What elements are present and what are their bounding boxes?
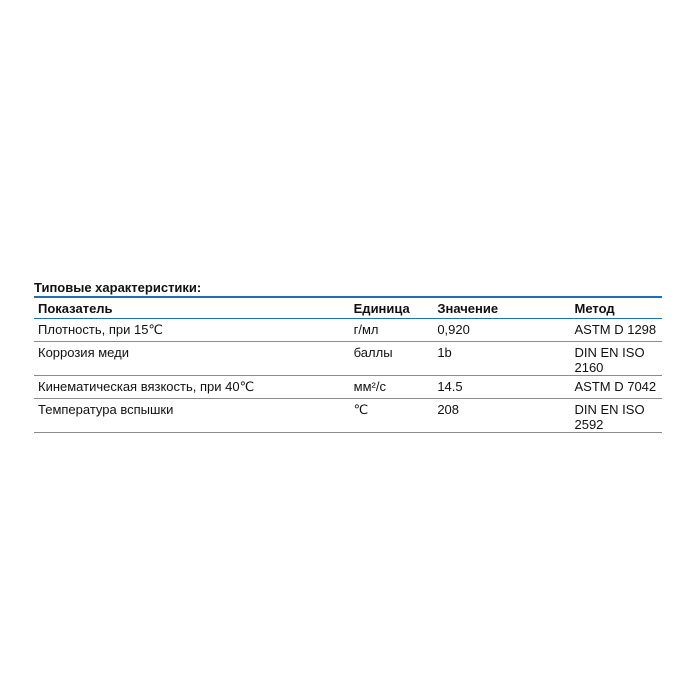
cell-parameter: Коррозия меди (38, 345, 129, 360)
cell-method: ASTM D 7042 (574, 379, 657, 394)
cell-value: 0,920 (437, 322, 470, 337)
cell-value: 208 (437, 402, 460, 417)
cell-unit: мм²/с (353, 379, 386, 394)
cell-unit: баллы (353, 345, 393, 360)
header-unit: Единица (353, 300, 410, 316)
header-value: Значение (437, 300, 499, 316)
cell-method: DIN EN ISO 2592 (574, 402, 645, 432)
header-parameter: Показатель (38, 300, 113, 316)
cell-value: 14.5 (437, 379, 463, 394)
cell-method: DIN EN ISO 2160 (574, 345, 645, 375)
characteristics-table (34, 296, 662, 433)
cell-value: 1b (437, 345, 452, 360)
cell-unit: ℃ (353, 402, 369, 417)
table-row (34, 399, 662, 433)
header-method: Метод (574, 300, 615, 316)
table-row (34, 342, 662, 376)
table-row (34, 319, 662, 342)
cell-parameter: Кинематическая вязкость, при 40℃ (38, 379, 255, 394)
cell-unit: г/мл (353, 322, 379, 337)
cell-parameter: Плотность, при 15℃ (38, 322, 164, 337)
section-title: Типовые характеристики: (34, 280, 202, 295)
typical-characteristics-section (34, 280, 662, 433)
table-header-row (34, 297, 662, 319)
table-row (34, 376, 662, 399)
cell-parameter: Температура вспышки (38, 402, 174, 417)
cell-method: ASTM D 1298 (574, 322, 657, 337)
